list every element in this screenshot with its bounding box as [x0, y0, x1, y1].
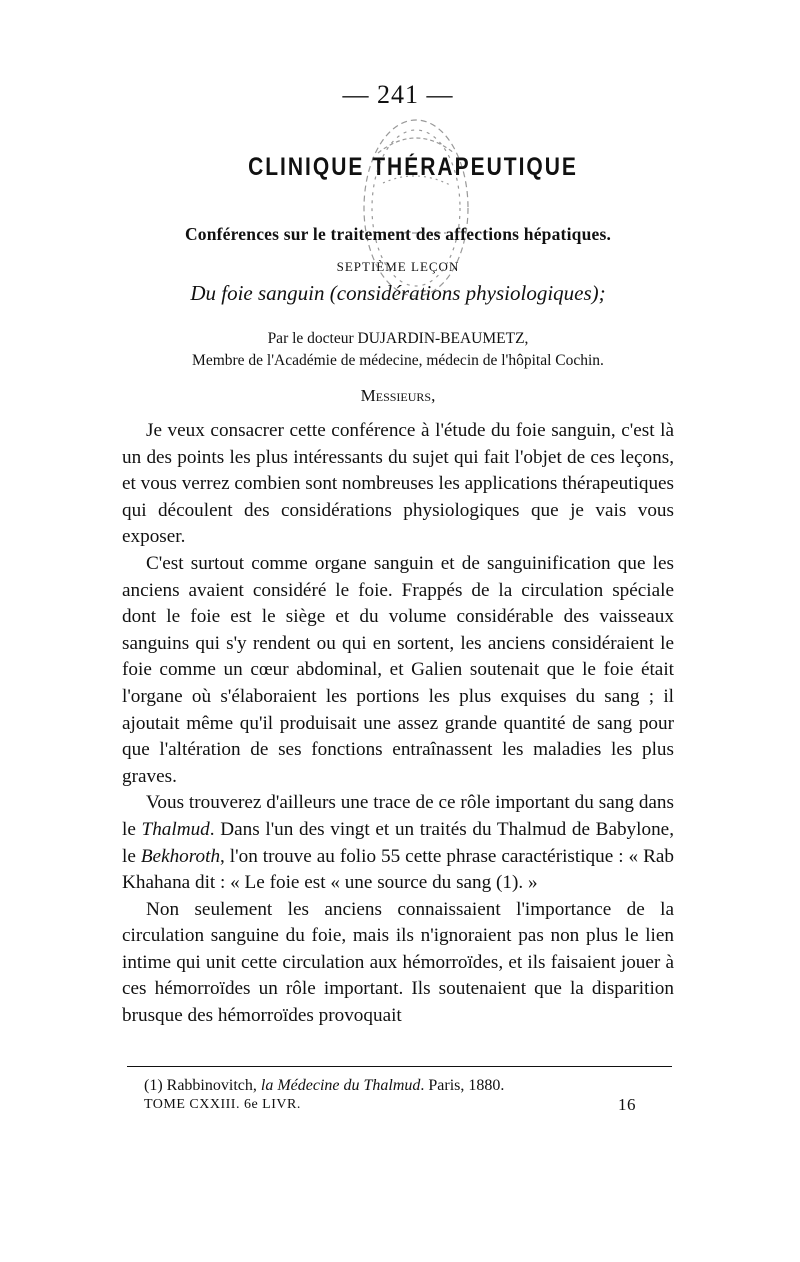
footnote-text-c: . Paris, 1880. [420, 1076, 505, 1094]
paragraph-1 [122, 418, 674, 551]
paragraph-3-text-c: . Dans l'un des vingt et un traités du Thalmud de Babylone, le [122, 818, 674, 867]
document-page [122, 80, 674, 1113]
footer-signature: 16 [618, 1094, 636, 1114]
paragraph-3 [122, 790, 674, 896]
footnote [144, 1077, 674, 1095]
lecture-title: Du foie sanguin (considérations physiologiques); [190, 281, 606, 305]
page-number: — 241 — [342, 80, 454, 109]
footer-line [144, 1094, 674, 1114]
paragraph-3-text-a: Vous trouverez d'ailleurs une trace de ce rôle important du sang dans le [122, 792, 674, 840]
paragraph-4 [122, 897, 674, 1030]
lecture-label: SEPTIÈME LEÇON [336, 259, 460, 274]
addressee: Messieurs, [360, 386, 436, 405]
paragraph-2 [122, 551, 674, 790]
paragraph-3-italic-thalmud: Thalmud [141, 818, 210, 840]
paragraph-2-text: C'est surtout comme organe sanguin et de sanguinification que les anciens avaient considéré le foie. Frappés de la circulation spéciale dont le foie est le siège et du volume considérable des vaisseaux sanguins qui s'y rendent ou qui en sortent, les anciens considéraient le foie comme un cœur abdominal, et Galien soutenait que le foie était l'organe où s'élaboraient les portions les plus exquises du sang ; il ajoutait même qu'il produisait une assez grande quantité de sang pour que l'altération de ses fonctions entraînassent les maladies les plus graves. [122, 552, 674, 787]
paragraph-1-text: Je veux consacrer cette conférence à l'étude du foie sanguin, c'est là un des points les plus intéressants du sujet qui fait l'objet de ces leçons, et vous verrez combien sont nombreuses les applications thérapeutiques qui découlent des considérations physiologiques que je vais vous exposer. [122, 420, 675, 548]
paragraph-3-text-e: , l'on trouve au folio 55 cette phrase caractéristique : « Rab Khahana dit : « Le foie est « une source du sang (1). » [122, 845, 674, 894]
section-title: CLINIQUE THÉRAPEUTIQUE [248, 153, 578, 182]
footnote-text-a: (1) Rabbinovitch, [144, 1076, 261, 1094]
author-affiliation: Membre de l'Académie de médecine, médecin de l'hôpital Cochin. [192, 352, 604, 369]
paragraph-3-italic-bekhoroth: Bekhoroth [140, 845, 221, 867]
footer-volume: TOME CXXIII. 6e LIVR. [144, 1096, 301, 1112]
conference-title: Conférences sur le traitement des affections hépatiques. [184, 224, 612, 244]
author-line: Par le docteur DUJARDIN-BEAUMETZ, [267, 330, 529, 347]
footnote-divider [127, 1066, 672, 1067]
paragraph-4-text: Non seulement les anciens connaissaient l'importance de la circulation sanguine du foie, mais ils n'ignoraient pas non plus le lien intime qui unit cette circulation aux hémorroïdes, et ils faisaient jouer à ces hémorroïdes un rôle important. Ils soutenaient que la disparition brusque des hémorroïdes provoquait [122, 898, 674, 1027]
footnote-italic-title: la Médecine du Thalmud [260, 1076, 421, 1094]
